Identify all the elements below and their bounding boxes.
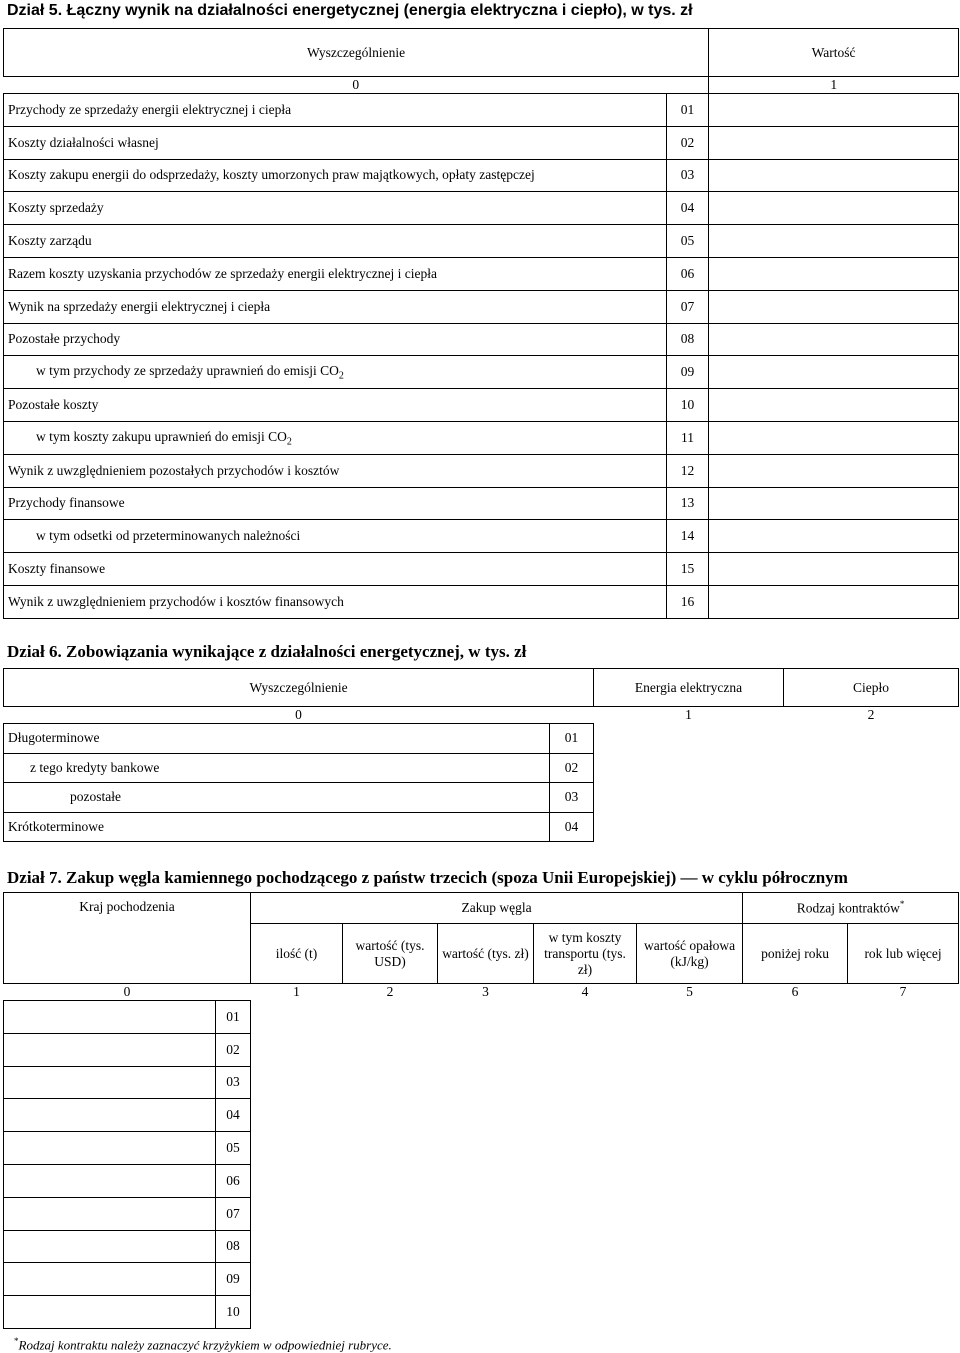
d7-value-cell[interactable] [848, 1099, 959, 1132]
row-label [4, 257, 667, 290]
value-cell[interactable] [709, 257, 959, 290]
d7-value-cell[interactable] [848, 1230, 959, 1263]
d7-value-cell[interactable] [534, 1197, 637, 1230]
dzial5-title: Dział 5. Łączny wynik na działalności energetycznej (energia elektryczna i ciepło), w tys. zł [7, 2, 693, 19]
d7-country-cell[interactable] [4, 1263, 216, 1296]
d7-value-cell[interactable] [251, 1099, 343, 1132]
d7-value-cell[interactable] [743, 1099, 848, 1132]
row-label-text: w tym przychody ze sprzedaży uprawnień do emisji CO [36, 362, 339, 378]
d7-country-cell[interactable] [4, 1132, 216, 1165]
value-cell[interactable] [709, 520, 959, 553]
value-cell[interactable] [709, 421, 959, 454]
row-label-text: Pozostałe przychody [8, 331, 121, 347]
d6-row-code: 01 [550, 724, 594, 754]
table-row [4, 520, 959, 553]
d6-energia-cell[interactable] [594, 724, 784, 754]
d7-col-num: 6 [791, 984, 799, 1000]
d6-energia-cell[interactable] [594, 812, 784, 842]
d7-value-cell[interactable] [848, 1197, 959, 1230]
d7-row-code: 05 [216, 1132, 251, 1165]
d7-value-cell[interactable] [637, 1296, 743, 1329]
row-code: 02 [667, 126, 709, 159]
d7-value-cell[interactable] [743, 1132, 848, 1165]
d7-col-num: 0 [123, 984, 131, 999]
d6-num-1: 1 [685, 707, 692, 723]
dzial5-table [3, 28, 959, 619]
d7-value-cell[interactable] [743, 1164, 848, 1197]
d7-value-cell[interactable] [251, 1197, 343, 1230]
d7-value-cell[interactable] [534, 1164, 637, 1197]
d7-value-cell[interactable] [743, 1263, 848, 1296]
d7-row-code: 03 [216, 1066, 251, 1099]
d7-value-cell[interactable] [343, 1296, 438, 1329]
d7-value-cell[interactable] [251, 1230, 343, 1263]
row-label-text: Wynik z uwzględnieniem pozostałych przychodów i kosztów [8, 462, 340, 478]
row-label-text: Przychody finansowe [8, 495, 125, 511]
row-code: 15 [667, 553, 709, 586]
dzial6-table [3, 668, 959, 842]
value-cell[interactable] [709, 585, 959, 618]
d7-value-cell[interactable] [251, 1263, 343, 1296]
header-wyszczegolnienie: Wyszczególnienie [4, 29, 709, 77]
d7-value-cell[interactable] [848, 1033, 959, 1066]
table-row [4, 1197, 959, 1230]
d7-value-cell[interactable] [637, 1001, 743, 1034]
d7-value-cell[interactable] [637, 1033, 743, 1066]
row-code: 16 [667, 585, 709, 618]
row-label [4, 290, 667, 323]
d6-num-2: 2 [867, 707, 875, 723]
row-label-text: Wynik na sprzedaży energii elektrycznej i ciepła [8, 298, 271, 314]
d7-header-usd: wartość (tys. USD) [343, 924, 438, 984]
d7-value-cell[interactable] [343, 1263, 438, 1296]
d7-header-rodzaj [743, 893, 959, 924]
d7-value-cell[interactable] [343, 1033, 438, 1066]
d7-value-cell[interactable] [534, 1099, 637, 1132]
d6-row-code: 02 [550, 753, 594, 783]
table-row [4, 1263, 959, 1296]
row-code: 14 [667, 520, 709, 553]
d7-value-cell[interactable] [343, 1066, 438, 1099]
d6-row-label: z tego kredyty bankowe [4, 753, 550, 783]
d7-country-cell[interactable] [4, 1001, 216, 1034]
row-code: 01 [667, 94, 709, 127]
table-row [4, 225, 959, 258]
row-label [4, 126, 667, 159]
value-cell[interactable] [709, 553, 959, 586]
d7-value-cell[interactable] [343, 1132, 438, 1165]
row-label-subscript: 2 [338, 370, 344, 382]
value-cell[interactable] [709, 487, 959, 520]
row-code: 06 [667, 257, 709, 290]
d7-value-cell[interactable] [743, 1066, 848, 1099]
value-cell[interactable] [709, 290, 959, 323]
d7-value-cell[interactable] [637, 1132, 743, 1165]
d7-value-cell[interactable] [534, 1132, 637, 1165]
table-row [4, 812, 959, 842]
d7-row-code: 10 [216, 1296, 251, 1329]
d7-value-cell[interactable] [251, 1066, 343, 1099]
d6-row-label: Krótkoterminowe [4, 812, 550, 842]
d7-col-num: 2 [386, 984, 394, 1000]
row-label [4, 454, 667, 487]
value-cell[interactable] [709, 94, 959, 127]
d7-value-cell[interactable] [743, 1033, 848, 1066]
d6-header-cieplo: Ciepło [784, 669, 959, 707]
d7-value-cell[interactable] [438, 1164, 534, 1197]
row-label [4, 585, 667, 618]
value-cell[interactable] [709, 225, 959, 258]
row-label [4, 159, 667, 192]
row-label-text: Wynik z uwzględnieniem przychodów i kosztów finansowych [8, 593, 344, 609]
d7-value-cell[interactable] [743, 1230, 848, 1263]
row-label [4, 356, 667, 389]
d7-value-cell[interactable] [743, 1001, 848, 1034]
row-label-text: Razem koszty uzyskania przychodów ze sprzedaży energii elektrycznej i ciepła [8, 265, 437, 281]
d7-value-cell[interactable] [438, 1197, 534, 1230]
row-label [4, 192, 667, 225]
d7-header-rodzaj-text: Rodzaj kontraktów [796, 900, 900, 916]
row-label-text: Pozostałe koszty [8, 397, 99, 413]
d7-header-zakup: Zakup węgla [251, 893, 743, 924]
d7-value-cell[interactable] [637, 1099, 743, 1132]
table-row [4, 1066, 959, 1099]
d7-country-cell[interactable] [4, 1033, 216, 1066]
row-label-text: w tym odsetki od przeterminowanych należności [36, 528, 301, 544]
row-code: 13 [667, 487, 709, 520]
d7-value-cell[interactable] [251, 1164, 343, 1197]
table-row [4, 1099, 959, 1132]
d7-value-cell[interactable] [438, 1001, 534, 1034]
d7-row-code: 07 [216, 1197, 251, 1230]
value-cell[interactable] [709, 159, 959, 192]
row-label [4, 421, 667, 454]
d6-num-0: 0 [295, 707, 302, 722]
table-row [4, 1164, 959, 1197]
table-row [4, 257, 959, 290]
d7-value-cell[interactable] [743, 1296, 848, 1329]
d7-value-cell[interactable] [637, 1066, 743, 1099]
footnote-mark: * [14, 1336, 19, 1346]
d6-header-energia: Energia elektryczna [594, 669, 784, 707]
d7-value-cell[interactable] [343, 1197, 438, 1230]
row-code: 07 [667, 290, 709, 323]
table-row [4, 1296, 959, 1329]
d7-value-cell[interactable] [848, 1263, 959, 1296]
header-wartosc: Wartość [709, 29, 959, 77]
table-row [4, 1033, 959, 1066]
row-code: 08 [667, 323, 709, 356]
d7-value-cell[interactable] [343, 1099, 438, 1132]
d7-row-code: 06 [216, 1164, 251, 1197]
table-row [4, 487, 959, 520]
d7-header-transport: w tym koszty transportu (tys. zł) [534, 924, 637, 984]
header-num-0: 0 [4, 77, 709, 94]
d7-col-num: 7 [899, 984, 907, 1000]
d7-value-cell[interactable] [637, 1263, 743, 1296]
footnote [14, 1336, 392, 1353]
d7-value-cell[interactable] [534, 1066, 637, 1099]
d7-col-num: 1 [293, 984, 300, 1000]
row-code: 10 [667, 389, 709, 422]
d7-header-ilosc: ilość (t) [251, 924, 343, 984]
d6-header-wyszczegolnienie: Wyszczególnienie [4, 669, 594, 707]
table-row [4, 356, 959, 389]
row-code: 05 [667, 225, 709, 258]
table-row [4, 454, 959, 487]
d6-cieplo-cell[interactable] [784, 812, 959, 842]
d7-header-ponizej: poniżej roku [743, 924, 848, 984]
table-row [4, 585, 959, 618]
row-label [4, 225, 667, 258]
d6-row-label: pozostałe [4, 783, 550, 813]
row-code: 12 [667, 454, 709, 487]
d7-col-num: 4 [581, 984, 589, 1000]
d7-row-code: 09 [216, 1263, 251, 1296]
table-row [4, 323, 959, 356]
d7-col-num: 5 [686, 984, 693, 1000]
row-label [4, 487, 667, 520]
d7-row-code: 01 [216, 1001, 251, 1034]
table-row [4, 389, 959, 422]
table-row [4, 126, 959, 159]
value-cell[interactable] [709, 389, 959, 422]
d7-value-cell[interactable] [438, 1132, 534, 1165]
value-cell[interactable] [709, 356, 959, 389]
table-row [4, 753, 959, 783]
table-row [4, 1001, 959, 1034]
d7-value-cell[interactable] [343, 1230, 438, 1263]
value-cell[interactable] [709, 192, 959, 225]
d7-country-cell[interactable] [4, 1164, 216, 1197]
d7-value-cell[interactable] [438, 1230, 534, 1263]
footnote-text: Rodzaj kontraktu należy zaznaczyć krzyżykiem w odpowiedniej rubryce. [18, 1337, 392, 1353]
d7-value-cell[interactable] [534, 1230, 637, 1263]
table-row [4, 724, 959, 754]
d6-row-label: Długoterminowe [4, 724, 550, 754]
d7-row-code: 08 [216, 1230, 251, 1263]
value-cell[interactable] [709, 454, 959, 487]
d7-value-cell[interactable] [534, 1033, 637, 1066]
d7-value-cell[interactable] [743, 1197, 848, 1230]
d7-value-cell[interactable] [534, 1001, 637, 1034]
d7-value-cell[interactable] [343, 1001, 438, 1034]
row-label [4, 553, 667, 586]
d7-value-cell[interactable] [438, 1099, 534, 1132]
d7-country-cell[interactable] [4, 1230, 216, 1263]
table-row [4, 1230, 959, 1263]
dzial7-table [3, 892, 959, 1329]
row-label [4, 94, 667, 127]
d7-country-cell[interactable] [4, 1296, 216, 1329]
d6-cieplo-cell[interactable] [784, 783, 959, 813]
d6-cieplo-cell[interactable] [784, 753, 959, 783]
row-label-text: Koszty zarządu [8, 233, 92, 249]
d7-value-cell[interactable] [251, 1001, 343, 1034]
d7-value-cell[interactable] [438, 1066, 534, 1099]
d7-col-num: 3 [482, 984, 489, 1000]
d7-value-cell[interactable] [438, 1033, 534, 1066]
d7-value-cell[interactable] [848, 1001, 959, 1034]
d7-value-cell[interactable] [343, 1164, 438, 1197]
d7-row-code: 02 [216, 1033, 251, 1066]
d7-value-cell[interactable] [251, 1296, 343, 1329]
d7-value-cell[interactable] [848, 1066, 959, 1099]
table-row [4, 783, 959, 813]
table-row [4, 421, 959, 454]
d7-value-cell[interactable] [251, 1132, 343, 1165]
d7-country-cell[interactable] [4, 1197, 216, 1230]
d6-energia-cell[interactable] [594, 783, 784, 813]
row-label-text: Koszty zakupu energii do odsprzedaży, koszty umorzonych praw majątkowych, opłaty zastępczej [8, 167, 535, 183]
d7-header-kraj-text: Kraj pochodzenia [79, 899, 175, 914]
row-code: 11 [667, 421, 709, 454]
row-code: 03 [667, 159, 709, 192]
row-code: 04 [667, 192, 709, 225]
d6-energia-cell[interactable] [594, 753, 784, 783]
d7-country-cell[interactable] [4, 1099, 216, 1132]
d7-header-pln: wartość (tys. zł) [438, 924, 534, 984]
table-row [4, 290, 959, 323]
row-label [4, 520, 667, 553]
row-label-text: Koszty finansowe [8, 561, 106, 577]
row-label-text: Koszty sprzedaży [8, 200, 104, 216]
d7-value-cell[interactable] [637, 1230, 743, 1263]
d7-value-cell[interactable] [637, 1197, 743, 1230]
table-row [4, 553, 959, 586]
d7-value-cell[interactable] [438, 1296, 534, 1329]
d6-row-code: 03 [550, 783, 594, 813]
d7-value-cell[interactable] [438, 1263, 534, 1296]
d7-value-cell[interactable] [848, 1164, 959, 1197]
d7-row-code: 04 [216, 1099, 251, 1132]
d7-header-rok: rok lub więcej [848, 924, 959, 984]
d7-value-cell[interactable] [848, 1296, 959, 1329]
table-row [4, 159, 959, 192]
d7-country-cell[interactable] [4, 1066, 216, 1099]
row-code: 09 [667, 356, 709, 389]
d7-value-cell[interactable] [534, 1296, 637, 1329]
row-label [4, 323, 667, 356]
row-label-subscript: 2 [286, 436, 292, 448]
d7-value-cell[interactable] [251, 1033, 343, 1066]
value-cell[interactable] [709, 126, 959, 159]
table-row [4, 94, 959, 127]
header-num-1: 1 [709, 77, 959, 94]
d6-cieplo-cell[interactable] [784, 724, 959, 754]
dzial6-title: Dział 6. Zobowiązania wynikające z działalności energetycznej, w tys. zł [7, 642, 527, 661]
row-label-text: w tym koszty zakupu uprawnień do emisji CO [36, 428, 287, 444]
d7-value-cell[interactable] [534, 1263, 637, 1296]
row-label-text: Koszty działalności własnej [8, 134, 159, 150]
row-label [4, 389, 667, 422]
d7-header-rodzaj-mark: * [899, 899, 905, 910]
d7-header-kraj [4, 893, 251, 984]
table-row [4, 1132, 959, 1165]
d6-row-code: 04 [550, 812, 594, 842]
d7-value-cell[interactable] [637, 1164, 743, 1197]
d7-value-cell[interactable] [848, 1132, 959, 1165]
table-row [4, 192, 959, 225]
d7-header-opalowa: wartość opałowa (kJ/kg) [637, 924, 743, 984]
dzial7-title: Dział 7. Zakup węgla kamiennego pochodzącego z państw trzecich (spoza Unii Europejskiej) — w cyklu półrocznym [7, 868, 848, 887]
row-label-text: Przychody ze sprzedaży energii elektrycznej i ciepła [8, 101, 292, 117]
value-cell[interactable] [709, 323, 959, 356]
